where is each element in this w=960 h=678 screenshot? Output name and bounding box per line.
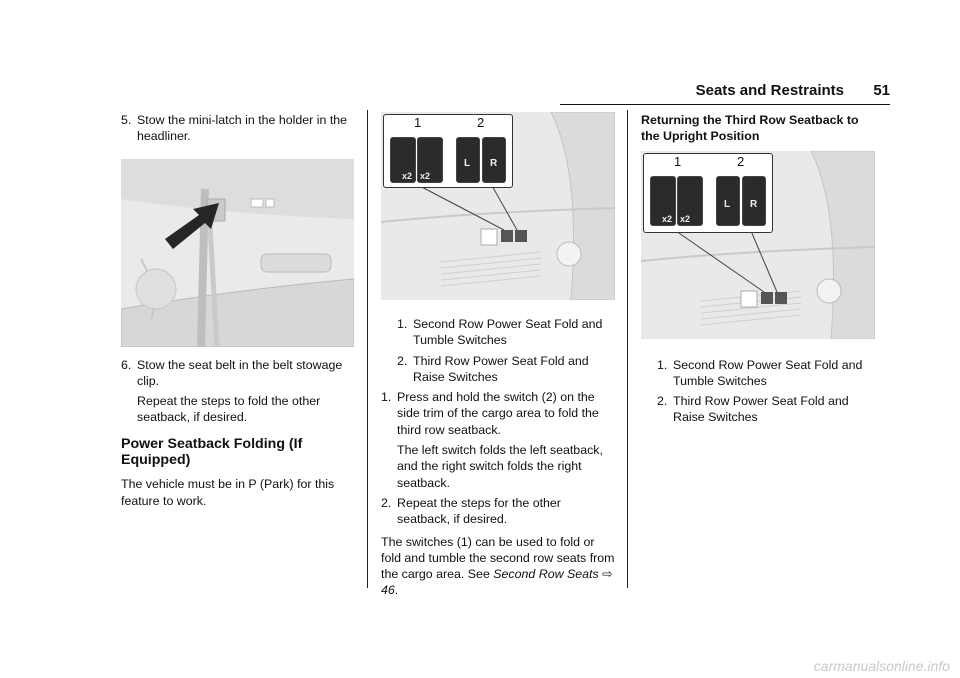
step-1: 1. Press and hold the switch (2) on the side trim of the cargo area to fold the third row seatback.	[381, 390, 599, 437]
second-row-switch-left[interactable]: x2	[390, 137, 416, 183]
column-3	[641, 112, 877, 430]
power-seatback-heading: Power Seatback Folding (If Equipped)	[121, 435, 303, 469]
header-rule	[560, 104, 890, 105]
returning-heading: Returning the Third Row Seatback to the Upright Position	[641, 113, 859, 144]
section-title: Seats and Restraints	[695, 82, 844, 99]
callout-2: 2	[737, 153, 745, 169]
third-row-switch-right[interactable]: R	[742, 176, 766, 226]
legend-item-2: 2. Third Row Power Seat Fold and Raise Switches	[397, 353, 589, 384]
column-divider	[367, 110, 368, 588]
switches-paragraph: The switches (1) can be used to fold or fold and tumble the second row seats from the cargo area. See Second Row Seats ⇨ 46.	[381, 534, 615, 598]
second-row-switch-left[interactable]: x2	[650, 176, 676, 226]
third-row-switch-left[interactable]: L	[456, 137, 480, 183]
third-row-switch-left[interactable]: L	[716, 176, 740, 226]
switch-callout	[383, 114, 513, 188]
page-ref[interactable]: 46	[381, 583, 395, 598]
column-divider	[627, 110, 628, 588]
callout-2: 2	[477, 115, 485, 130]
second-row-seats-link[interactable]: Second Row Seats	[493, 567, 599, 582]
callout-1: 1	[674, 153, 682, 169]
second-row-switch-right[interactable]: x2	[417, 137, 443, 183]
callout-1: 1	[414, 115, 422, 130]
park-note: The vehicle must be in P (Park) for this feature to work.	[121, 477, 335, 508]
column-2	[381, 112, 617, 605]
cargo-switch-figure	[381, 112, 615, 300]
step-6-note: Repeat the steps to fold the other seatback, if desired.	[137, 394, 321, 425]
legend-item-1: 1. Second Row Power Seat Fold and Tumble Switches	[397, 317, 603, 348]
page-ref-icon: ⇨	[602, 567, 613, 582]
column-1	[121, 112, 357, 515]
step-6: 6. Stow the seat belt in the belt stowage clip.	[121, 357, 343, 388]
second-row-switch-right[interactable]: x2	[677, 176, 703, 226]
page-number: 51	[873, 82, 890, 99]
third-row-switch-right[interactable]: R	[482, 137, 506, 183]
watermark: carmanualsonline.info	[813, 658, 950, 674]
step-1-note: The left switch folds the left seatback, and the right switch folds the right seatback.	[397, 443, 603, 490]
legend-item-2: 2. Third Row Power Seat Fold and Raise Switches	[657, 394, 849, 425]
step-5: 5. Stow the mini-latch in the holder in the headliner.	[121, 113, 348, 144]
headliner-latch-figure	[121, 159, 354, 347]
headliner-latch-illustration	[121, 159, 354, 347]
upright-switch-figure	[641, 151, 875, 339]
step-2: 2. Repeat the steps for the other seatback, if desired.	[381, 495, 561, 527]
legend-item-1: 1. Second Row Power Seat Fold and Tumble Switches	[657, 357, 863, 388]
switch-callout	[643, 153, 773, 233]
page-header	[560, 82, 890, 106]
